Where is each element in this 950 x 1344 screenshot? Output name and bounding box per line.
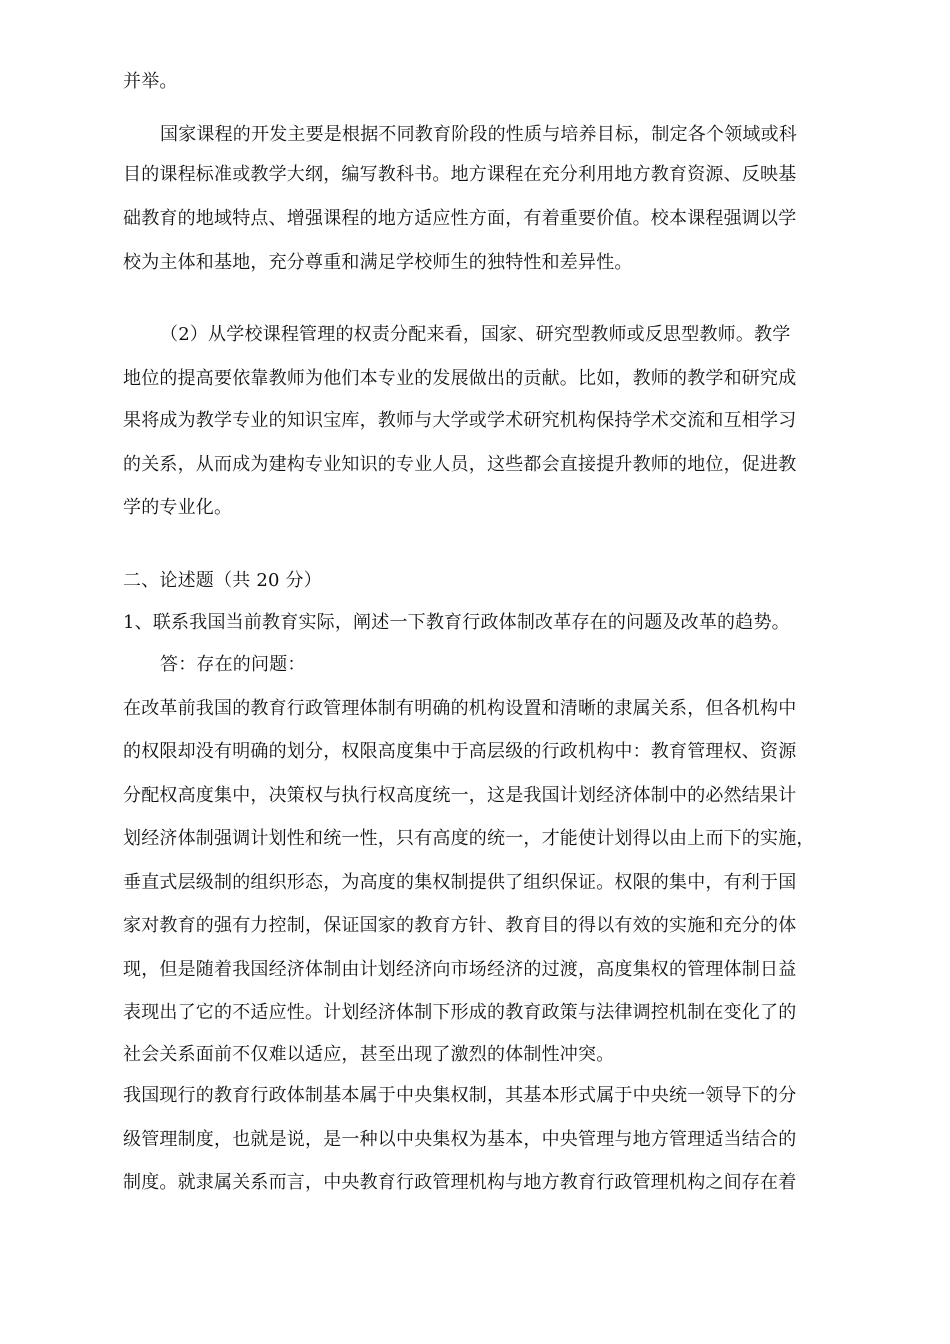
question-1: 1、联系我国当前教育实际，阐述一下教育行政体制改革存在的问题及改革的趋势。 [123, 612, 790, 633]
paragraph-point-2-line-1: （2）从学校课程管理的权责分配来看，国家、研究型教师或反思型教师。教学 [160, 324, 791, 345]
paragraph-national-curriculum-line-3: 础教育的地域特点、增强课程的地方适应性方面，有着重要价值。校本课程强调以学 [123, 208, 797, 229]
paragraph-before-reform-line-2: 的权限却没有明确的划分，权限高度集中于高层级的行政机构中：教育管理权、资源 [123, 741, 797, 762]
paragraph-point-2-line-5: 学的专业化。 [123, 497, 233, 518]
answer-intro: 答：存在的问题： [160, 654, 306, 675]
paragraph-point-2-line-3: 果将成为教学专业的知识宝库，教师与大学或学术研究机构保持学术交流和互相学习 [123, 410, 797, 431]
paragraph-before-reform-line-3: 分配权高度集中，决策权与执行权高度统一，这是我国计划经济体制中的必然结果计 [123, 785, 797, 806]
section-heading-essay: 二、论述题（共 20 分） [123, 570, 322, 591]
paragraph-before-reform-line-5: 垂直式层级制的组织形态，为高度的集权制提供了组织保证。权限的集中，有利于国 [123, 872, 797, 893]
paragraph-point-2-line-2: 地位的提高要依靠教师为他们本专业的发展做出的贡献。比如，教师的教学和研究成 [123, 368, 797, 389]
paragraph-current-system-line-2: 级管理制度，也就是说，是一种以中央集权为基本，中央管理与地方管理适当结合的 [123, 1129, 797, 1150]
paragraph-national-curriculum-line-1: 国家课程的开发主要是根据不同教育阶段的性质与培养目标，制定各个领域或科 [160, 124, 797, 145]
paragraph-point-2-line-4: 的关系，从而成为建构专业知识的专业人员，这些都会直接提升教师的地位，促进教 [123, 454, 797, 475]
paragraph-before-reform-line-7: 现，但是随着我国经济体制由计划经济向市场经济的过渡，高度集权的管理体制日益 [123, 959, 797, 980]
paragraph-current-system-line-1: 我国现行的教育行政体制基本属于中央集权制，其基本形式属于中央统一领导下的分 [123, 1085, 797, 1106]
paragraph-before-reform-line-6: 家对教育的强有力控制，保证国家的教育方针、教育目的得以有效的实施和充分的体 [123, 915, 797, 936]
paragraph-before-reform-line-4: 划经济体制强调计划性和统一性，只有高度的统一，才能使计划得以由上而下的实施， [123, 828, 815, 849]
paragraph-current-system-line-3: 制度。就隶属关系而言，中央教育行政管理机构与地方教育行政管理机构之间存在着 [123, 1172, 797, 1193]
paragraph-continuation-line: 并举。 [123, 71, 178, 92]
paragraph-national-curriculum-line-4: 校为主体和基地，充分尊重和满足学校师生的独特性和差异性。 [123, 252, 633, 273]
paragraph-before-reform-line-1: 在改革前我国的教育行政管理体制有明确的机构设置和清晰的隶属关系，但各机构中 [123, 698, 797, 719]
paragraph-before-reform-line-9: 社会关系面前不仅难以适应，甚至出现了激烈的体制性冲突。 [123, 1044, 615, 1065]
paragraph-before-reform-line-8: 表现出了它的不适应性。计划经济体制下形成的教育政策与法律调控机制在变化了的 [123, 1002, 797, 1023]
paragraph-national-curriculum-line-2: 目的课程标准或教学大纲，编写教科书。地方课程在充分利用地方教育资源、反映基 [123, 164, 797, 185]
